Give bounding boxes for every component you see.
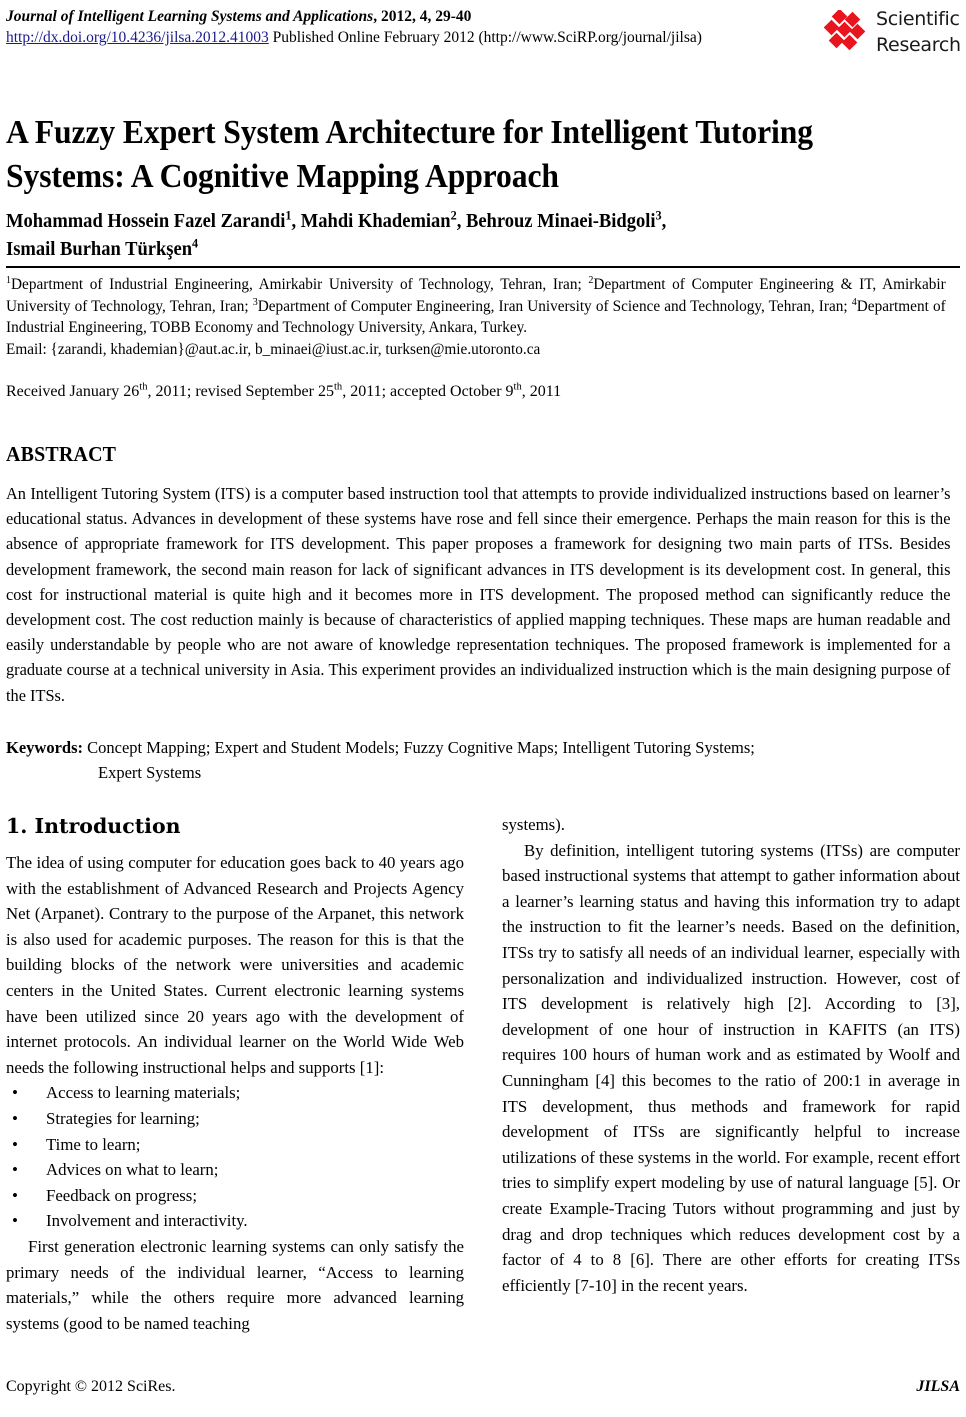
author-line-2 bbox=[6, 236, 861, 264]
page-header bbox=[6, 6, 960, 64]
intro-paragraph-4: By definition, intelligent tutoring systems (ITSs) are computer based instructional systems that attempt to gather information about a learner’s learning status and having this information try to adapt the instruction to fit the learner’s needs. Based on the definition, ITSs try to satisfy all needs of an individual learner, especially with personalization and individualized instruction. However, cost of ITS development is relatively high [2]. According to [3], development of one hour of instruction in KAFITS (an ITS) requires 100 hours of human work and as estimated by Woolf and Cunningham [4] this becomes to the ratio of 200:1 in average in ITS development, thus methods and framework for rapid development of ITSs are significantly helpful to increase utilizations of these systems in the world. For example, recent effort tries to simplify expert modeling by use of natural language [5]. Or create Example-Tracing Tutors without programming and just by drag and drop techniques which reduces development cost by a factor of 4 to 8 [6]. There are other efforts for creating ITSs efficiently [7-10] in the recent years. bbox=[502, 840, 960, 1295]
author-name-1: Mohammad Hossein Fazel Zarandi bbox=[6, 211, 286, 232]
list-item: • Involvement and interactivity. bbox=[6, 1208, 464, 1234]
list-item: • Access to learning materials; bbox=[6, 1080, 464, 1106]
intro-paragraph-1: The idea of using computer for education goes back to 40 years ago with the establishment of Advanced Research and Projects Agency Net (Arpanet). Contrary to the purpose of the Arpanet, this network is also used for academic purposes. The reason for this is that the building blocks of the network were universities and academic centers in the United States. Current electronic learning systems have been utilized since 20 years ago with the development of internet protocols. An individual learner on the World Wide Web needs the following instructional helps and supports [1]: bbox=[6, 853, 464, 1077]
revised-ordinal: th bbox=[333, 381, 343, 393]
page-footer bbox=[6, 1376, 960, 1398]
revised-rest: , 2011; accepted October 9 bbox=[342, 383, 514, 400]
journal-name: Journal of Intelligent Learning Systems and Applications bbox=[6, 8, 374, 25]
affiliation-4: Department of Industrial Engineering, TOBB Economy and Technology University, Ankara, Turkey. bbox=[6, 297, 946, 336]
publisher-logo-text bbox=[876, 6, 961, 58]
section-heading-introduction: 1. Introduction bbox=[6, 814, 181, 838]
body-column-right bbox=[502, 812, 960, 1298]
affiliation-marker-1: 1 bbox=[6, 274, 12, 286]
header-text-block bbox=[6, 6, 836, 48]
accepted-rest: , 2011 bbox=[521, 383, 562, 400]
author-name-3: , Behrouz Minaei-Bidgoli bbox=[456, 211, 656, 232]
affiliation-marker-3: 3 bbox=[252, 296, 258, 308]
author-separator: , bbox=[661, 211, 667, 232]
abstract-heading: ABSTRACT bbox=[6, 442, 117, 466]
author-name-2: , Mahdi Khademian bbox=[291, 211, 451, 232]
affiliation-3: Department of Computer Engineering, Iran University of Science and Technology, Tehran, Iran; bbox=[257, 297, 852, 315]
accepted-ordinal: th bbox=[513, 381, 522, 393]
received-rest: , 2011; revised September 25 bbox=[147, 383, 334, 400]
affiliation-1: Department of Industrial Engineering, Amirkabir University of Technology, Tehran, Iran; bbox=[11, 276, 589, 293]
published-online-info: Published Online February 2012 (http://www.SciRP.org/journal/jilsa) bbox=[268, 29, 702, 46]
keywords-continuation: Expert Systems bbox=[98, 763, 202, 782]
list-item: • Strategies for learning; bbox=[6, 1106, 464, 1132]
learner-needs-list bbox=[6, 1080, 464, 1234]
author-affil-marker-3: 3 bbox=[655, 208, 662, 223]
author-affil-marker-4: 4 bbox=[192, 236, 199, 251]
author-emails: Email: {zarandi, khademian}@aut.ac.ir, b_minaei@iust.ac.ir, turksen@mie.utoronto.ca bbox=[6, 340, 541, 358]
abstract-text: An Intelligent Tutoring System (ITS) is a computer based instruction tool that attempts to provide individualized instructions based on learner’s educational status. Advances in development of these systems have rose and fell since their emergence. Perhaps the main reason for this is the absence of appropriate framework for ITS development. This paper proposes a framework for designing two main parts of ITSs. Besides development framework, the second main reason for lack of significant advances in ITS development is its development cost. In general, this cost for instructional material is quite high and it becomes more in ITS development. The proposed method can significantly reduce the development cost. The cost reduction mainly is because of characteristics of applied mapping techniques. These maps are human readable and easily understandable by people who are not aware of knowledge representation techniques. The proposed framework is implemented for a graduate course at a technical university in Asia. This experiment provides an individualized instruction which is the main designing purpose of the ITSs. bbox=[6, 484, 951, 705]
author-list bbox=[6, 208, 861, 264]
affiliation-text bbox=[6, 274, 946, 339]
scientific-research-diamond-icon bbox=[820, 10, 872, 58]
keywords-label: Keywords: bbox=[6, 738, 83, 757]
intro-paragraph-2: First generation electronic learning systems can only satisfy the primary needs of the individual learner, “Access to learning materials,” while the others require more advanced learning systems (good to be named teaching bbox=[6, 1236, 464, 1333]
doi-link[interactable]: http://dx.doi.org/10.4236/jilsa.2012.41003 bbox=[6, 29, 269, 46]
received-ordinal: th bbox=[139, 381, 148, 393]
affiliation-marker-2: 2 bbox=[588, 274, 594, 286]
body-column-left bbox=[6, 812, 464, 1336]
paper-title: A Fuzzy Expert System Architecture for Intelligent Tutoring Systems: A Cognitive Mapping Approach bbox=[6, 113, 813, 195]
author-line-1 bbox=[6, 208, 861, 236]
header-divider bbox=[6, 266, 960, 268]
author-affil-marker-1: 1 bbox=[285, 208, 292, 223]
submission-dates bbox=[6, 381, 806, 403]
journal-citation-info: , 2012, 4, 29-40 bbox=[373, 8, 472, 25]
publisher-logo bbox=[814, 6, 960, 62]
affiliation-2: Department of Computer Engineering & IT, Amirkabir University of Technology, Tehran, Iran; bbox=[6, 276, 946, 315]
author-name-4: Ismail Burhan Türkşen bbox=[6, 239, 193, 260]
journal-citation-line bbox=[6, 6, 836, 27]
received-label: Received January 26 bbox=[6, 383, 140, 400]
doi-line bbox=[6, 27, 836, 48]
intro-paragraph-3: systems). bbox=[502, 815, 565, 834]
keywords-block bbox=[6, 735, 960, 785]
publisher-logo-line2: Research bbox=[876, 34, 961, 56]
keywords-list: Concept Mapping; Expert and Student Models; Fuzzy Cognitive Maps; Intelligent Tutoring Systems; bbox=[83, 738, 755, 757]
author-affil-marker-2: 2 bbox=[450, 208, 457, 223]
copyright-notice: Copyright © 2012 SciRes. bbox=[6, 1378, 176, 1395]
affiliation-marker-4: 4 bbox=[851, 296, 857, 308]
publisher-logo-line1: Scientific bbox=[876, 8, 960, 30]
journal-abbreviation: JILSA bbox=[916, 1378, 960, 1395]
affiliation-block bbox=[6, 274, 946, 360]
list-item: • Advices on what to learn; bbox=[6, 1157, 464, 1183]
list-item: • Time to learn; bbox=[6, 1132, 464, 1158]
list-item: • Feedback on progress; bbox=[6, 1183, 464, 1209]
